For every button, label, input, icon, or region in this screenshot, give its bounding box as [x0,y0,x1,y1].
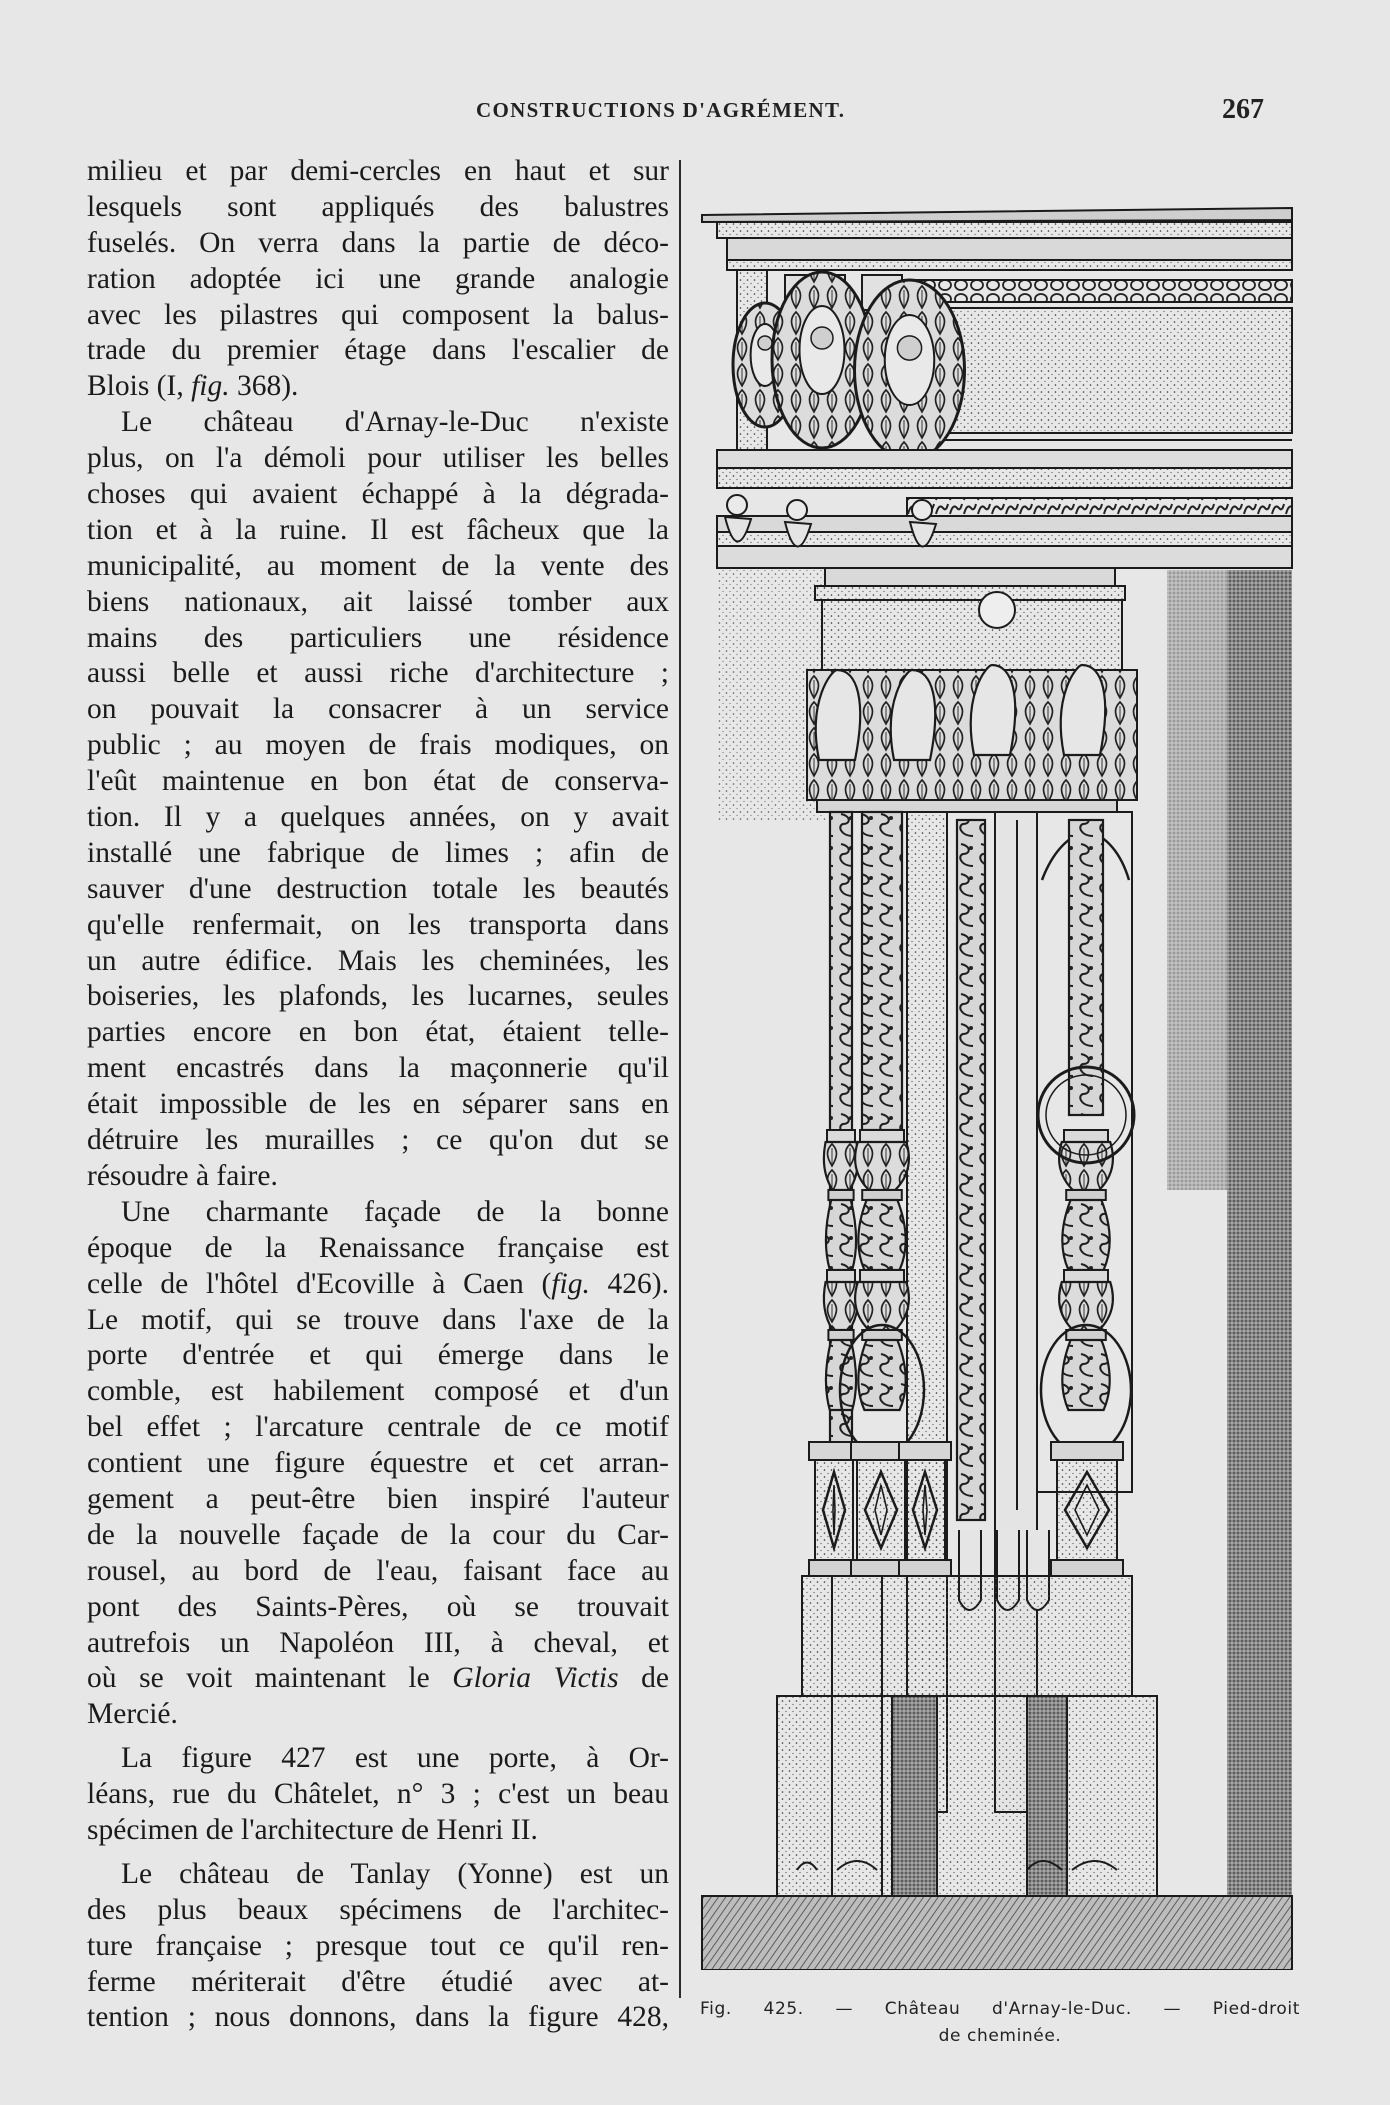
body-line: Le château de Tanlay (Yonne) est un [121,1857,669,1890]
body-line: rousel, au bord de l'eau, faisant face au [87,1554,669,1587]
body-line: résoudre à faire. [87,1159,278,1192]
body-line: Le château d'Arnay-le-Duc n'existe [121,406,669,439]
body-line: était impossible de les en séparer sans en [87,1088,669,1121]
plinth-lower [777,1696,1157,1896]
body-line: installé une fabrique de limes ; afin de [87,836,669,869]
plinth-shadow [1027,1696,1067,1896]
body-line: La figure 427 est une porte, à Or- [121,1742,669,1775]
outer-baluster [824,1142,858,1190]
body-line: biens nationaux, ait laissé tomber aux [87,585,669,618]
baluster-collar [860,1130,904,1142]
capital-base-moulding [817,800,1117,812]
bust-head [811,327,833,349]
left-baluster [858,1340,905,1410]
baluster-collar [827,1270,855,1282]
capital-frieze [822,600,1122,670]
body-line: spécimen de l'architecture de Henri II. [87,1813,538,1846]
body-line: on pouvait la consacrer à un service [87,693,669,726]
cornice-moulding [717,222,1292,238]
body-line: plus, on l'a démoli pour utiliser les belles [87,442,669,475]
caption-line-2: de cheminée. [938,2026,1062,2046]
baluster-ring [1066,1330,1106,1340]
outer-baluster [826,1200,856,1270]
body-line: lesquels sont appliqués des balustres [87,190,669,223]
baluster-ring [828,1330,853,1340]
right-baluster [1062,1340,1109,1410]
architrave-top [717,450,1292,468]
cherub-head [979,592,1015,628]
outer-baluster [824,1282,858,1330]
baluster-ring [862,1190,902,1200]
body-line: mains des particuliers une résidence [87,621,669,654]
right-baluster [1059,1142,1113,1190]
caption-line-1: Fig. 425. — Château d'Arnay-le-Duc. — Pied-droit [700,1999,1300,2019]
wall-shadow [1227,570,1292,1960]
bust-medallion [800,306,845,394]
putto-head [787,500,807,520]
body-line: sauver d'une destruction totale les beautés [87,872,669,905]
italic-text: Gloria Victis [452,1662,619,1695]
italic-text: fig. [191,370,230,403]
body-line: bel effet ; l'arcature centrale de ce motif [87,1411,669,1444]
left-baluster [858,1200,905,1270]
body-line: ture française ; presque tout ce qu'il ren- [87,1929,669,1962]
body-line: contient une figure équestre et cet arran- [87,1447,669,1480]
body-line: avec les pilastres qui composent la balus- [87,298,669,331]
plinth-upper [802,1576,1132,1696]
body-line: qu'elle renfermait, on les transporta dans [87,908,669,941]
body-line: tention ; nous donnons, dans la figure 428, [87,2001,669,2034]
body-line: tion et à la ruine. Il est fâcheux que la [87,513,669,546]
architrave-wave-ornament [907,498,1292,516]
body-line: celle de l'hôtel d'Ecoville à Caen (fig. 426). [87,1267,670,1300]
italic-text: fig. [551,1267,590,1300]
putto-head [912,500,932,520]
body-line: municipalité, au moment de la vente des [87,549,669,582]
baluster-collar [1064,1270,1108,1282]
body-text-column [87,154,669,2036]
page-number: 267 [1222,94,1264,125]
baluster-ring [862,1330,902,1340]
bust-head [897,336,921,360]
capital-moulding [815,586,1125,600]
frieze-top-moulding [727,260,1292,270]
frieze-chain-ornament [892,280,1292,302]
left-baluster [855,1282,909,1330]
floor-hatching [702,1896,1292,1970]
body-line: Le motif, qui se trouve dans l'axe de la [87,1303,669,1336]
body-line: porte d'entrée et qui émerge dans le [87,1339,669,1372]
body-line: comble, est habilement composé et d'un [87,1375,669,1408]
body-line: de la nouvelle façade de la cour du Car- [87,1518,669,1551]
baluster-collar [827,1130,855,1142]
body-line: léans, rue du Châtelet, n° 3 ; c'est un beau [87,1778,669,1811]
right-baluster [1062,1200,1109,1270]
body-line: l'eût maintenue en bon état de conserva- [87,765,669,798]
body-line: fuselés. On verra dans la partie de déco- [87,226,669,259]
baluster-ring [1066,1190,1106,1200]
body-line: ration adoptée ici une grande analogie [87,262,669,295]
baluster-collar [1064,1130,1108,1142]
figure-caption [700,1996,1300,2050]
body-line: trade du premier étage dans l'escalier de [87,334,669,367]
left-column-upper [862,812,902,1130]
left-baluster [855,1142,909,1190]
body-line: gement a peut-être bien inspiré l'auteur [87,1482,669,1515]
body-line: tion. Il y a quelques années, on y avait [87,801,669,834]
body-line: époque de la Renaissance française est [87,1231,669,1264]
body-line: milieu et par demi-cercles en haut et sur [87,155,669,187]
pedestal-cap [899,1442,951,1460]
baluster-ring [828,1190,853,1200]
body-line: autrefois un Napoléon III, à cheval, et [87,1626,669,1659]
body-line: détruire les murailles ; ce qu'on dut se [87,1124,669,1157]
capital-abacus [825,568,1115,586]
wall-shadow-soft [1167,570,1227,1190]
cornice-top [702,208,1292,222]
column-rule [679,160,681,1998]
right-column-upper [1069,820,1103,1115]
body-line: aussi belle et aussi riche d'architecture ; [87,657,669,690]
plinth-shadow [892,1696,937,1896]
body-line: où se voit maintenant le Gloria Victis de [87,1662,669,1695]
architrave-band [717,468,1292,488]
center-scroll-band [957,820,985,1520]
right-baluster [1059,1282,1113,1330]
baluster-collar [860,1270,904,1282]
body-line: Une charmante façade de la bonne [121,1195,669,1228]
figure-425-illustration [697,180,1297,1970]
body-line: ment encastrés dans la maçonnerie qu'il [87,1052,669,1085]
architrave-base [717,546,1292,568]
body-line: ferme mériterait d'être étudié avec at- [87,1965,669,1998]
body-line: des plus beaux spécimens de l'architec- [87,1893,669,1926]
body-line: un autre édifice. Mais les cheminées, les [87,944,669,977]
cornice-band [727,238,1292,260]
body-line: pont des Saints-Pères, où se trouvait [87,1590,669,1623]
body-line: boiseries, les plafonds, les lucarnes, seules [87,980,669,1013]
bust-head [758,336,772,350]
body-line: public ; au moyen de frais modiques, on [87,729,669,762]
pedestal-cap [1051,1442,1123,1460]
body-line: choses qui avaient échappé à la dégrada- [87,478,669,511]
body-line: Blois (I, fig. 368). [87,370,299,403]
putto-head [727,495,747,515]
body-line: Mercié. [87,1698,178,1731]
pedestal-base-moulding [899,1560,951,1576]
chimney-jamb-engraving [697,180,1297,1970]
pedestal-base-moulding [1051,1560,1123,1576]
running-head: CONSTRUCTIONS D'AGRÉMENT. [476,98,846,122]
body-line: parties encore en bon état, étaient telle- [87,1016,669,1049]
